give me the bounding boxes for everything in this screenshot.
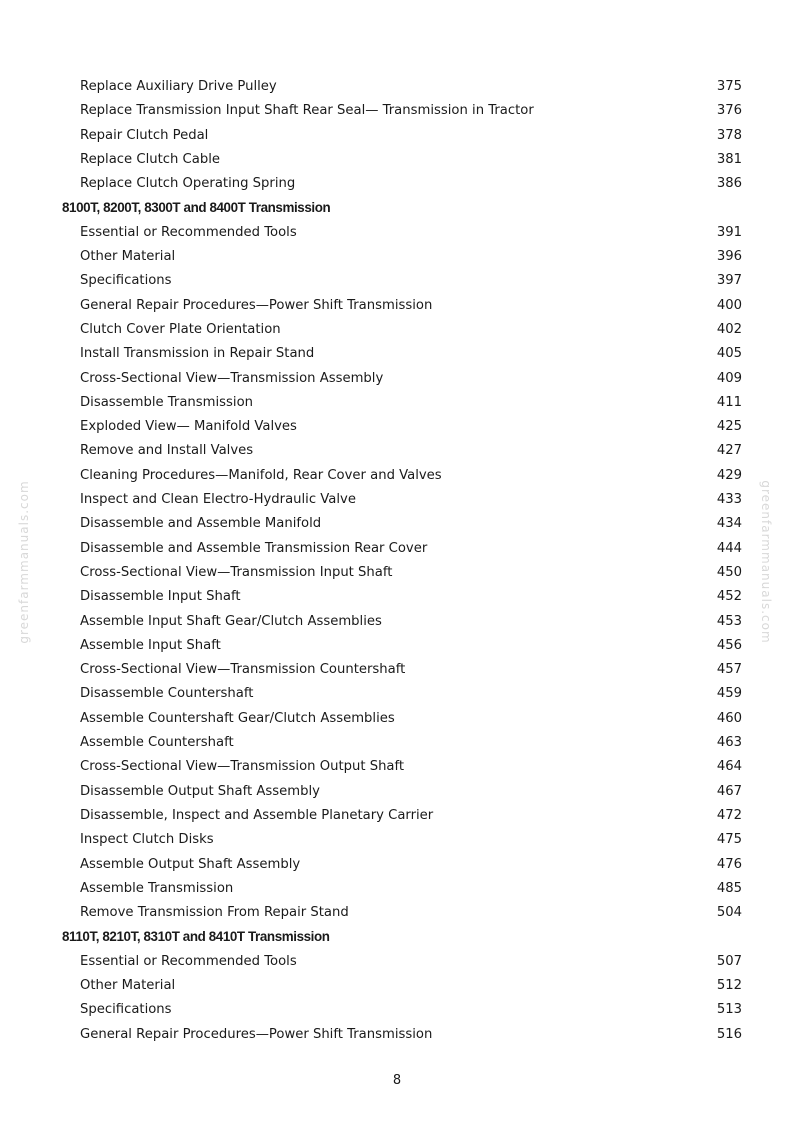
toc-entry-page-number: 475 [716, 832, 742, 848]
toc-entry[interactable] [0, 245, 794, 269]
toc-entry-page-number: 453 [716, 613, 742, 629]
toc-entry[interactable] [0, 585, 794, 609]
toc-entry[interactable] [0, 512, 794, 536]
toc-entry-title: Disassemble Countershaft [80, 686, 254, 702]
toc-entry-title: Disassemble and Assemble Manifold [80, 516, 322, 532]
toc-entry[interactable] [0, 99, 794, 123]
toc-entry-title: Assemble Output Shaft Assembly [80, 856, 301, 872]
toc-entry[interactable] [0, 901, 794, 925]
toc-entry[interactable] [0, 634, 794, 658]
toc-entry-title: Clutch Cover Plate Orientation [80, 321, 281, 337]
toc-entry-title: Other Material [80, 249, 176, 265]
toc-entry-page-number: 411 [716, 394, 742, 410]
toc-entry[interactable] [0, 853, 794, 877]
toc-entry-page-number: 405 [716, 346, 742, 362]
section-title: 8110T, 8210T, 8310T and 8410T Transmission [62, 929, 330, 945]
toc-entry-page-number: 375 [716, 79, 742, 94]
toc-entry-page-number: 381 [716, 151, 742, 167]
toc-entry-page-number: 409 [716, 370, 742, 386]
toc-entry-title: Disassemble Transmission [80, 394, 254, 410]
watermark-left: greenfarmmanuals.com [17, 480, 31, 644]
toc-entry-title: Specifications [80, 1002, 172, 1018]
toc-entry[interactable] [0, 415, 794, 439]
toc-entry[interactable] [0, 950, 794, 974]
toc-entry[interactable] [0, 561, 794, 585]
toc-entry[interactable] [0, 269, 794, 293]
toc-entry-page-number: 456 [716, 637, 742, 653]
toc-entry-page-number: 472 [716, 807, 742, 823]
toc-entry-title: Replace Clutch Cable [80, 151, 220, 167]
toc-entry[interactable] [0, 804, 794, 828]
toc-entry-title: Disassemble, Inspect and Assemble Planetary Carrier [80, 807, 434, 823]
toc-entry-page-number: 463 [716, 735, 742, 751]
toc-entry-page-number: 378 [716, 127, 742, 143]
toc-entry-title: Replace Auxiliary Drive Pulley [80, 79, 277, 94]
toc-entry-page-number: 400 [716, 297, 742, 313]
toc-entry-page-number: 429 [716, 467, 742, 483]
toc-entry-title: Cross-Sectional View—Transmission Output Shaft [80, 759, 405, 775]
toc-entry-title: Specifications [80, 273, 172, 289]
toc-entry-title: Disassemble Output Shaft Assembly [80, 783, 320, 799]
toc-entry[interactable] [0, 221, 794, 245]
toc-entry-title: Assemble Countershaft [80, 735, 234, 751]
toc-entry-title: Cross-Sectional View—Transmission Input Shaft [80, 564, 393, 580]
toc-entry-title: Essential or Recommended Tools [80, 224, 297, 240]
toc-entry-page-number: 512 [716, 977, 742, 993]
toc-entry[interactable] [0, 75, 794, 99]
toc-entry-page-number: 386 [716, 176, 742, 192]
toc-entry-page-number: 513 [716, 1002, 742, 1018]
toc-entry[interactable] [0, 1023, 794, 1047]
section-title: 8100T, 8200T, 8300T and 8400T Transmission [62, 200, 331, 216]
toc-entry-page-number: 452 [716, 589, 742, 605]
toc-entry[interactable] [0, 391, 794, 415]
toc-entry-title: Install Transmission in Repair Stand [80, 346, 315, 362]
toc-entry[interactable] [0, 731, 794, 755]
toc-entry-page-number: 433 [716, 492, 742, 508]
toc-entry[interactable] [0, 294, 794, 318]
toc-entry-page-number: 425 [716, 419, 742, 435]
toc-entry-page-number: 434 [716, 516, 742, 532]
toc-entry-page-number: 467 [716, 783, 742, 799]
toc-entry-title: Inspect and Clean Electro-Hydraulic Valve [80, 492, 356, 508]
toc-entry[interactable] [0, 537, 794, 561]
toc-entry-title: Other Material [80, 977, 176, 993]
toc-entry-title: Replace Transmission Input Shaft Rear Seal— Transmission in Tractor [80, 103, 534, 119]
toc-entry-title: Cross-Sectional View—Transmission Countershaft [80, 662, 406, 678]
toc-entry-title: Exploded View— Manifold Valves [80, 419, 297, 435]
toc-entry-page-number: 402 [716, 321, 742, 337]
toc-entry[interactable] [0, 755, 794, 779]
toc-entry-title: Remove Transmission From Repair Stand [80, 905, 349, 921]
toc-entry[interactable] [0, 682, 794, 706]
toc-entry-title: Replace Clutch Operating Spring [80, 176, 296, 192]
toc-entry[interactable] [0, 172, 794, 196]
table-of-contents [0, 75, 794, 1047]
watermark-right: greenfarmmanuals.com [759, 480, 773, 644]
toc-entry-page-number: 485 [716, 880, 742, 896]
toc-entry-title: Cleaning Procedures—Manifold, Rear Cover and Valves [80, 467, 442, 483]
toc-entry[interactable] [0, 464, 794, 488]
toc-entry-title: Assemble Transmission [80, 880, 234, 896]
toc-entry[interactable] [0, 610, 794, 634]
toc-entry-page-number: 457 [716, 662, 742, 678]
toc-entry-title: Inspect Clutch Disks [80, 832, 214, 848]
toc-section-heading [0, 925, 794, 949]
toc-entry-page-number: 427 [716, 443, 742, 459]
toc-entry-page-number: 376 [716, 103, 742, 119]
toc-entry[interactable] [0, 148, 794, 172]
toc-entry-page-number: 444 [716, 540, 742, 556]
page-number: 8 [392, 1073, 402, 1088]
toc-entry[interactable] [0, 342, 794, 366]
toc-entry-page-number: 450 [716, 564, 742, 580]
toc-entry-page-number: 507 [716, 953, 742, 969]
toc-entry[interactable] [0, 974, 794, 998]
toc-entry[interactable] [0, 658, 794, 682]
toc-entry-title: General Repair Procedures—Power Shift Transmission [80, 1026, 433, 1042]
toc-entry-title: Remove and Install Valves [80, 443, 254, 459]
toc-entry[interactable] [0, 367, 794, 391]
toc-entry-title: Assemble Input Shaft Gear/Clutch Assemblies [80, 613, 382, 629]
toc-entry-page-number: 516 [716, 1026, 742, 1042]
toc-entry-page-number: 464 [716, 759, 742, 775]
toc-entry-title: Assemble Countershaft Gear/Clutch Assemblies [80, 710, 395, 726]
toc-entry-page-number: 504 [716, 905, 742, 921]
toc-entry[interactable] [0, 877, 794, 901]
toc-entry-title: Disassemble Input Shaft [80, 589, 241, 605]
toc-entry[interactable] [0, 488, 794, 512]
toc-section-heading [0, 196, 794, 220]
toc-entry-title: Disassemble and Assemble Transmission Rear Cover [80, 540, 428, 556]
toc-entry-page-number: 460 [716, 710, 742, 726]
toc-entry-title: Cross-Sectional View—Transmission Assembly [80, 370, 384, 386]
toc-entry[interactable] [0, 707, 794, 731]
toc-entry[interactable] [0, 318, 794, 342]
toc-entry[interactable] [0, 780, 794, 804]
toc-entry[interactable] [0, 124, 794, 148]
toc-entry[interactable] [0, 439, 794, 463]
toc-entry-title: Essential or Recommended Tools [80, 953, 297, 969]
toc-entry-title: Assemble Input Shaft [80, 637, 221, 653]
toc-entry[interactable] [0, 998, 794, 1022]
toc-entry[interactable] [0, 828, 794, 852]
toc-entry-page-number: 476 [716, 856, 742, 872]
toc-entry-title: Repair Clutch Pedal [80, 127, 209, 143]
toc-entry-page-number: 397 [716, 273, 742, 289]
toc-entry-page-number: 459 [716, 686, 742, 702]
toc-entry-page-number: 391 [716, 224, 742, 240]
toc-entry-title: General Repair Procedures—Power Shift Transmission [80, 297, 433, 313]
toc-entry-page-number: 396 [716, 249, 742, 265]
